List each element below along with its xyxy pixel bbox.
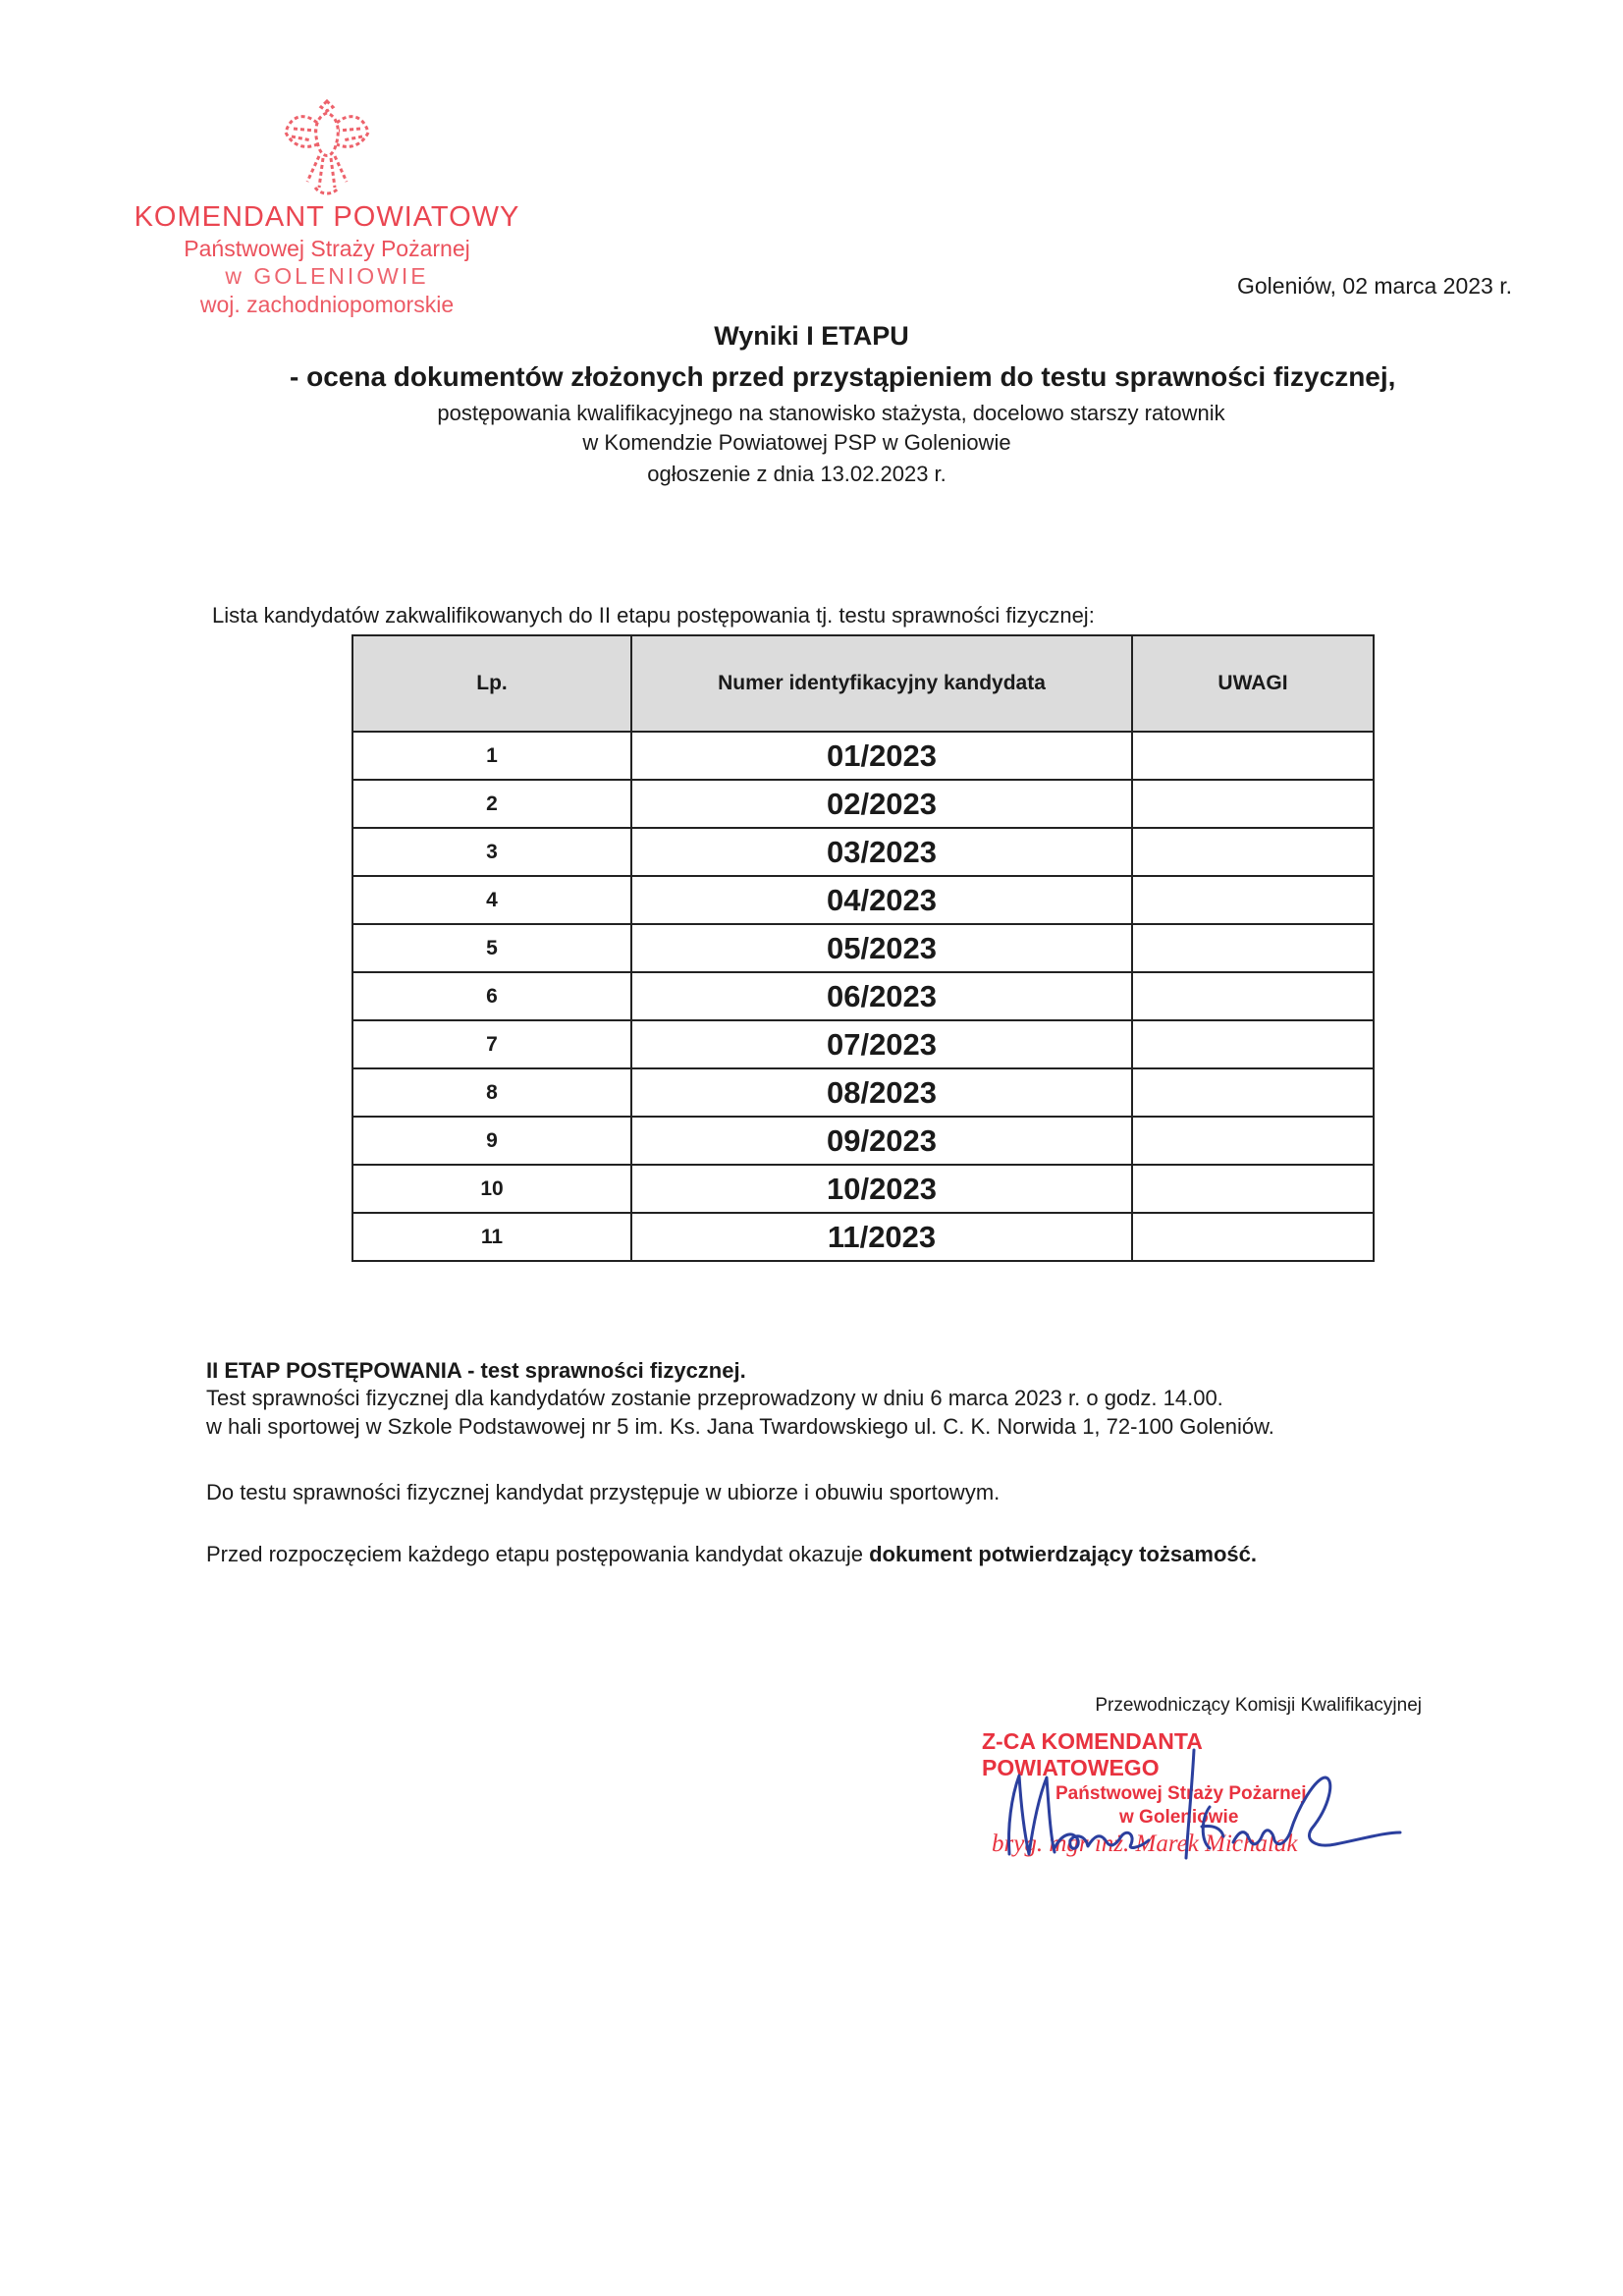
table-row bbox=[352, 1213, 1374, 1261]
table-row bbox=[352, 924, 1374, 972]
stage2-paragraph-3: Do testu sprawności fizycznej kandydat przystępuje w ubiorze i obuwiu sportowym. bbox=[206, 1480, 1001, 1504]
cell-candidate-id: 11/2023 bbox=[631, 1213, 1132, 1261]
table-row bbox=[352, 1020, 1374, 1068]
cell-candidate-id: 03/2023 bbox=[631, 828, 1132, 876]
cell-lp: 9 bbox=[352, 1117, 631, 1165]
cell-uwagi bbox=[1132, 876, 1374, 924]
stamp-line-1: KOMENDANT POWIATOWY bbox=[134, 201, 520, 233]
cell-lp: 8 bbox=[352, 1068, 631, 1117]
cell-candidate-id: 10/2023 bbox=[631, 1165, 1132, 1213]
office-stamp bbox=[126, 93, 528, 318]
cell-candidate-id: 04/2023 bbox=[631, 876, 1132, 924]
cell-lp: 11 bbox=[352, 1213, 631, 1261]
place-date: Goleniów, 02 marca 2023 r. bbox=[1237, 273, 1512, 299]
table-row bbox=[352, 876, 1374, 924]
polish-eagle-emblem-icon bbox=[278, 93, 376, 201]
signature-stamp-line-2: Państwowej Straży Pożarnej bbox=[1055, 1783, 1307, 1804]
identity-note-emphasis: dokument potwierdzający tożsamość. bbox=[869, 1542, 1257, 1566]
header-line-3: ogłoszenie z dnia 13.02.2023 r. bbox=[647, 462, 947, 486]
cell-uwagi bbox=[1132, 1068, 1374, 1117]
cell-lp: 3 bbox=[352, 828, 631, 876]
stamp-line-2: Państwowej Straży Pożarnej bbox=[184, 236, 470, 261]
cell-uwagi bbox=[1132, 1213, 1374, 1261]
cell-lp: 7 bbox=[352, 1020, 631, 1068]
cell-candidate-id: 06/2023 bbox=[631, 972, 1132, 1020]
column-header-uwagi: UWAGI bbox=[1132, 635, 1374, 732]
cell-candidate-id: 01/2023 bbox=[631, 732, 1132, 780]
signature-stamp-line-3: w Goleniowie bbox=[1119, 1807, 1239, 1828]
identity-note-text: Przed rozpoczęciem każdego etapu postępowania kandydat okazuje bbox=[206, 1542, 870, 1566]
cell-candidate-id: 05/2023 bbox=[631, 924, 1132, 972]
cell-candidate-id: 02/2023 bbox=[631, 780, 1132, 828]
list-caption: Lista kandydatów zakwalifikowanych do II etapu postępowania tj. testu sprawności fizycznej: bbox=[212, 603, 1095, 628]
signatory-role: Przewodniczący Komisji Kwalifikacyjnej bbox=[1095, 1695, 1422, 1716]
cell-candidate-id: 08/2023 bbox=[631, 1068, 1132, 1117]
cell-uwagi bbox=[1132, 924, 1374, 972]
cell-uwagi bbox=[1132, 1020, 1374, 1068]
handwritten-signature-icon bbox=[992, 1738, 1404, 1866]
cell-candidate-id: 09/2023 bbox=[631, 1117, 1132, 1165]
cell-lp: 6 bbox=[352, 972, 631, 1020]
document-subtitle: - ocena dokumentów złożonych przed przystąpieniem do testu sprawności fizycznej, bbox=[290, 361, 1396, 392]
table-header-row bbox=[352, 635, 1374, 732]
header-line-2: w Komendzie Powiatowej PSP w Goleniowie bbox=[582, 430, 1011, 455]
table-row bbox=[352, 1165, 1374, 1213]
cell-uwagi bbox=[1132, 972, 1374, 1020]
stage2-paragraph-2: w hali sportowej w Szkole Podstawowej nr 5 im. Ks. Jana Twardowskiego ul. C. K. Norwida 1, 72-100 Goleniów. bbox=[206, 1414, 1274, 1439]
cell-lp: 4 bbox=[352, 876, 631, 924]
cell-uwagi bbox=[1132, 732, 1374, 780]
stage2-paragraph-4 bbox=[206, 1542, 1257, 1567]
header-line-1: postępowania kwalifikacyjnego na stanowisko stażysta, docelowo starszy ratownik bbox=[437, 401, 1225, 425]
column-header-id: Numer identyfikacyjny kandydata bbox=[631, 635, 1132, 732]
stage2-title: II ETAP POSTĘPOWANIA - test sprawności fizycznej. bbox=[206, 1358, 746, 1383]
table-row bbox=[352, 780, 1374, 828]
cell-candidate-id: 07/2023 bbox=[631, 1020, 1132, 1068]
table-row bbox=[352, 828, 1374, 876]
column-header-lp: Lp. bbox=[352, 635, 631, 732]
stage2-paragraph-1: Test sprawności fizycznej dla kandydatów zostanie przeprowadzony w dniu 6 marca 2023 r. o godz. 14.00. bbox=[206, 1386, 1223, 1410]
table-row bbox=[352, 732, 1374, 780]
document-title: Wyniki I ETAPU bbox=[714, 321, 909, 351]
signatory-name: bryg. mgr inż. Marek Michalak bbox=[992, 1831, 1298, 1857]
cell-lp: 10 bbox=[352, 1165, 631, 1213]
stamp-line-3: w GOLENIOWIE bbox=[225, 263, 429, 289]
cell-lp: 1 bbox=[352, 732, 631, 780]
cell-uwagi bbox=[1132, 1117, 1374, 1165]
cell-uwagi bbox=[1132, 828, 1374, 876]
cell-lp: 5 bbox=[352, 924, 631, 972]
cell-lp: 2 bbox=[352, 780, 631, 828]
cell-uwagi bbox=[1132, 1165, 1374, 1213]
candidates-table bbox=[352, 634, 1375, 1262]
table-row bbox=[352, 1068, 1374, 1117]
signature-stamp-line-1: Z-CA KOMENDANTA POWIATOWEGO bbox=[982, 1728, 1203, 1780]
table-row bbox=[352, 972, 1374, 1020]
stamp-line-4: woj. zachodniopomorskie bbox=[199, 292, 455, 317]
cell-uwagi bbox=[1132, 780, 1374, 828]
table-row bbox=[352, 1117, 1374, 1165]
